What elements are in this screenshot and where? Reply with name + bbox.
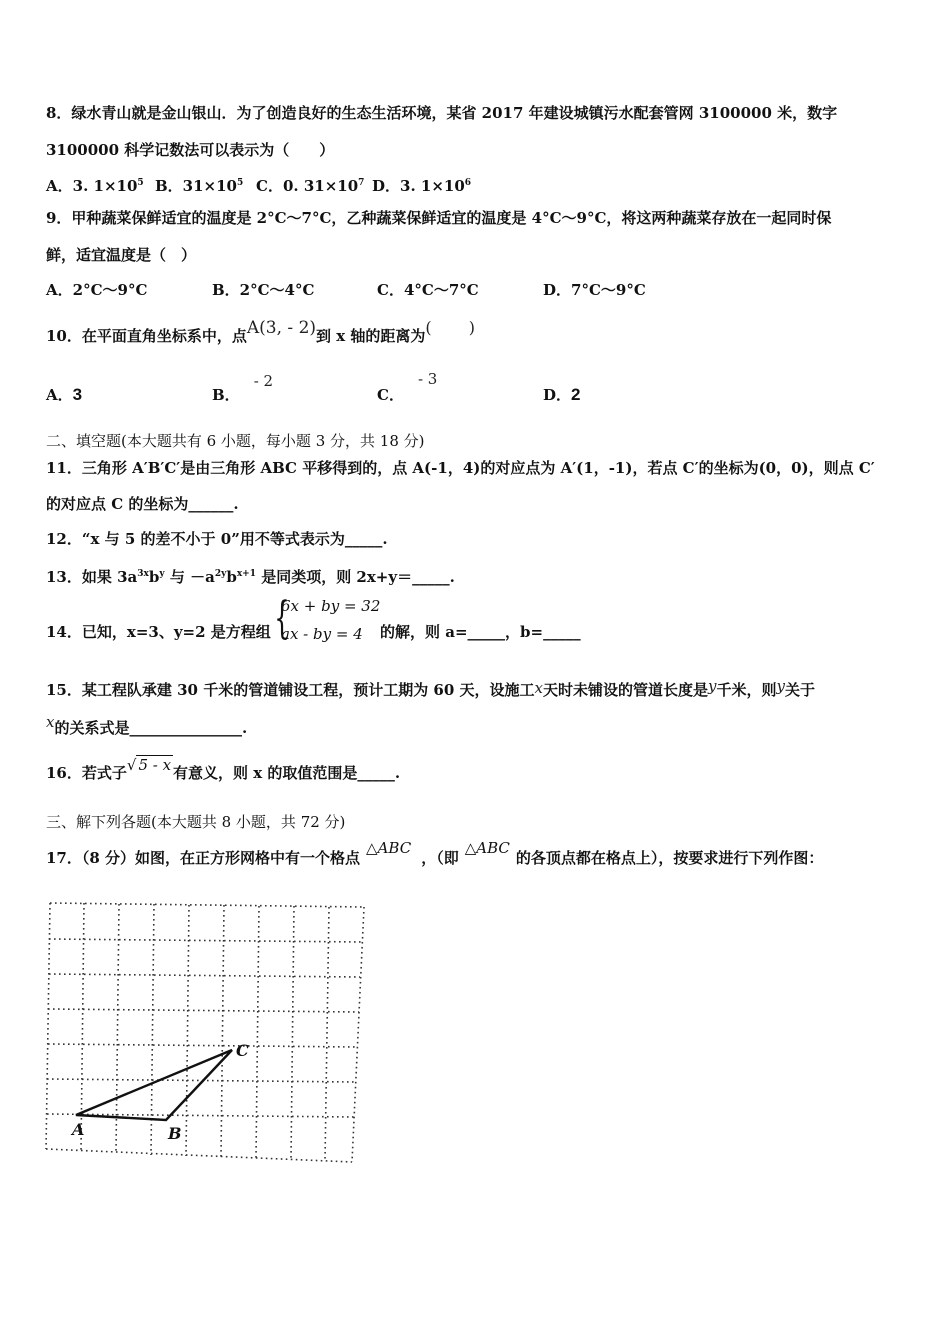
- q10-prefix: 10．在平面直角坐标系中，点: [46, 327, 247, 345]
- section-3-heading: 三、解下列各题(本大题共 8 小题，共 72 分): [46, 813, 346, 831]
- q14-prefix: 14．已知，x=3、y=2 是方程组: [46, 623, 271, 641]
- q16: 16．若式子√ 5 - x 有意义，则 x 的取值范围是_____.: [46, 756, 401, 782]
- q10-option-a: A．3: [46, 385, 83, 404]
- q17: 17．（8 分）如图，在正方形网格中有一个格点△ABC，（即△ABC的各顶点都在格点上），按要求进行下列作图：: [46, 839, 824, 867]
- q9-line1: 9．甲种蔬菜保鲜适宜的温度是 2°C～7°C，乙种蔬菜保鲜适宜的温度是 4°C～9°C，将这两种蔬菜存放在一起同时保: [46, 209, 832, 227]
- q8-option-a: A．3. $1\times 10^5$: [46, 177, 144, 195]
- q8-option-c: C．0. $31\times 10^7$: [256, 177, 365, 195]
- vertex-label-c: C: [236, 1041, 249, 1060]
- q15-line2: x的关系式是_______________.: [46, 713, 248, 737]
- q14-equation-2: ax - by = 4: [281, 625, 363, 643]
- q14-equation-1: 6x + by = 32: [281, 597, 381, 615]
- q14-brace: {: [274, 593, 290, 644]
- q10-stem: [46, 318, 475, 346]
- q8-line2: 3100000 科学记数法可以表示为（ ）: [46, 141, 335, 159]
- q9-option-a: A．2°C～9°C: [46, 281, 148, 299]
- q9-option-c: C．4°C～7°C: [377, 281, 479, 299]
- q10-option-d: D．2: [543, 385, 581, 404]
- q14-suffix: 的解，则 a=_____，b=_____: [380, 623, 581, 641]
- q9-option-b: B．2°C～4°C: [212, 281, 315, 299]
- q16-radical: √ 5 - x: [126, 756, 172, 774]
- q10-option-c: C．- 3: [377, 370, 438, 404]
- q8-option-b: B．$31\times 10^5$: [155, 177, 244, 195]
- q10-option-b: B．- 2: [212, 372, 274, 404]
- q9-line2: 鲜，适宜温度是（ ）: [46, 246, 197, 264]
- q15-line1: 15．某工程队承建 30 千米的管道铺设工程，预计工期为 60 天，设施工x天时未铺设的管道长度是y千米，则y关于: [46, 677, 815, 699]
- q9-option-d: D．7°C～9°C: [543, 281, 646, 299]
- q10-middle: 到 x 轴的距离为: [316, 327, 426, 345]
- q10-point: A(3, - 2): [246, 318, 317, 338]
- triangle-abc: [76, 1050, 232, 1120]
- q10-paren: ( ): [425, 318, 475, 337]
- vertex-label-a: A: [72, 1120, 85, 1139]
- q11-line2: 的对应点 C 的坐标为______.: [46, 495, 239, 513]
- q11-line1: 11．三角形 A′B′C′是由三角形 ABC 平移得到的，点 A(-1，4)的对应点为 A′(1，-1)，若点 C′的坐标为(0，0)，则点 C′: [46, 459, 875, 477]
- vertex-label-b: B: [168, 1124, 182, 1143]
- q8-option-d: D．3. $1\times 10^6$: [372, 177, 472, 195]
- section-2-heading: 二、填空题(本大题共有 6 小题，每小题 3 分，共 18 分): [46, 432, 425, 450]
- q13: 13．如果 $3a^{3x}b^y$ 与 $-a^{2y}b^{x+1}$ 是同类项，则 2x+y＝_____.: [46, 568, 455, 586]
- q12: 12．“x 与 5 的差不小于 0”用不等式表示为_____.: [46, 530, 388, 548]
- q8-line1: 8．绿水青山就是金山银山．为了创造良好的生态生活环境，某省 2017 年建设城镇污水配套管网 3100000 米，数字: [46, 104, 838, 122]
- grid-figure: [44, 895, 374, 1170]
- grid-lines: [46, 903, 364, 1162]
